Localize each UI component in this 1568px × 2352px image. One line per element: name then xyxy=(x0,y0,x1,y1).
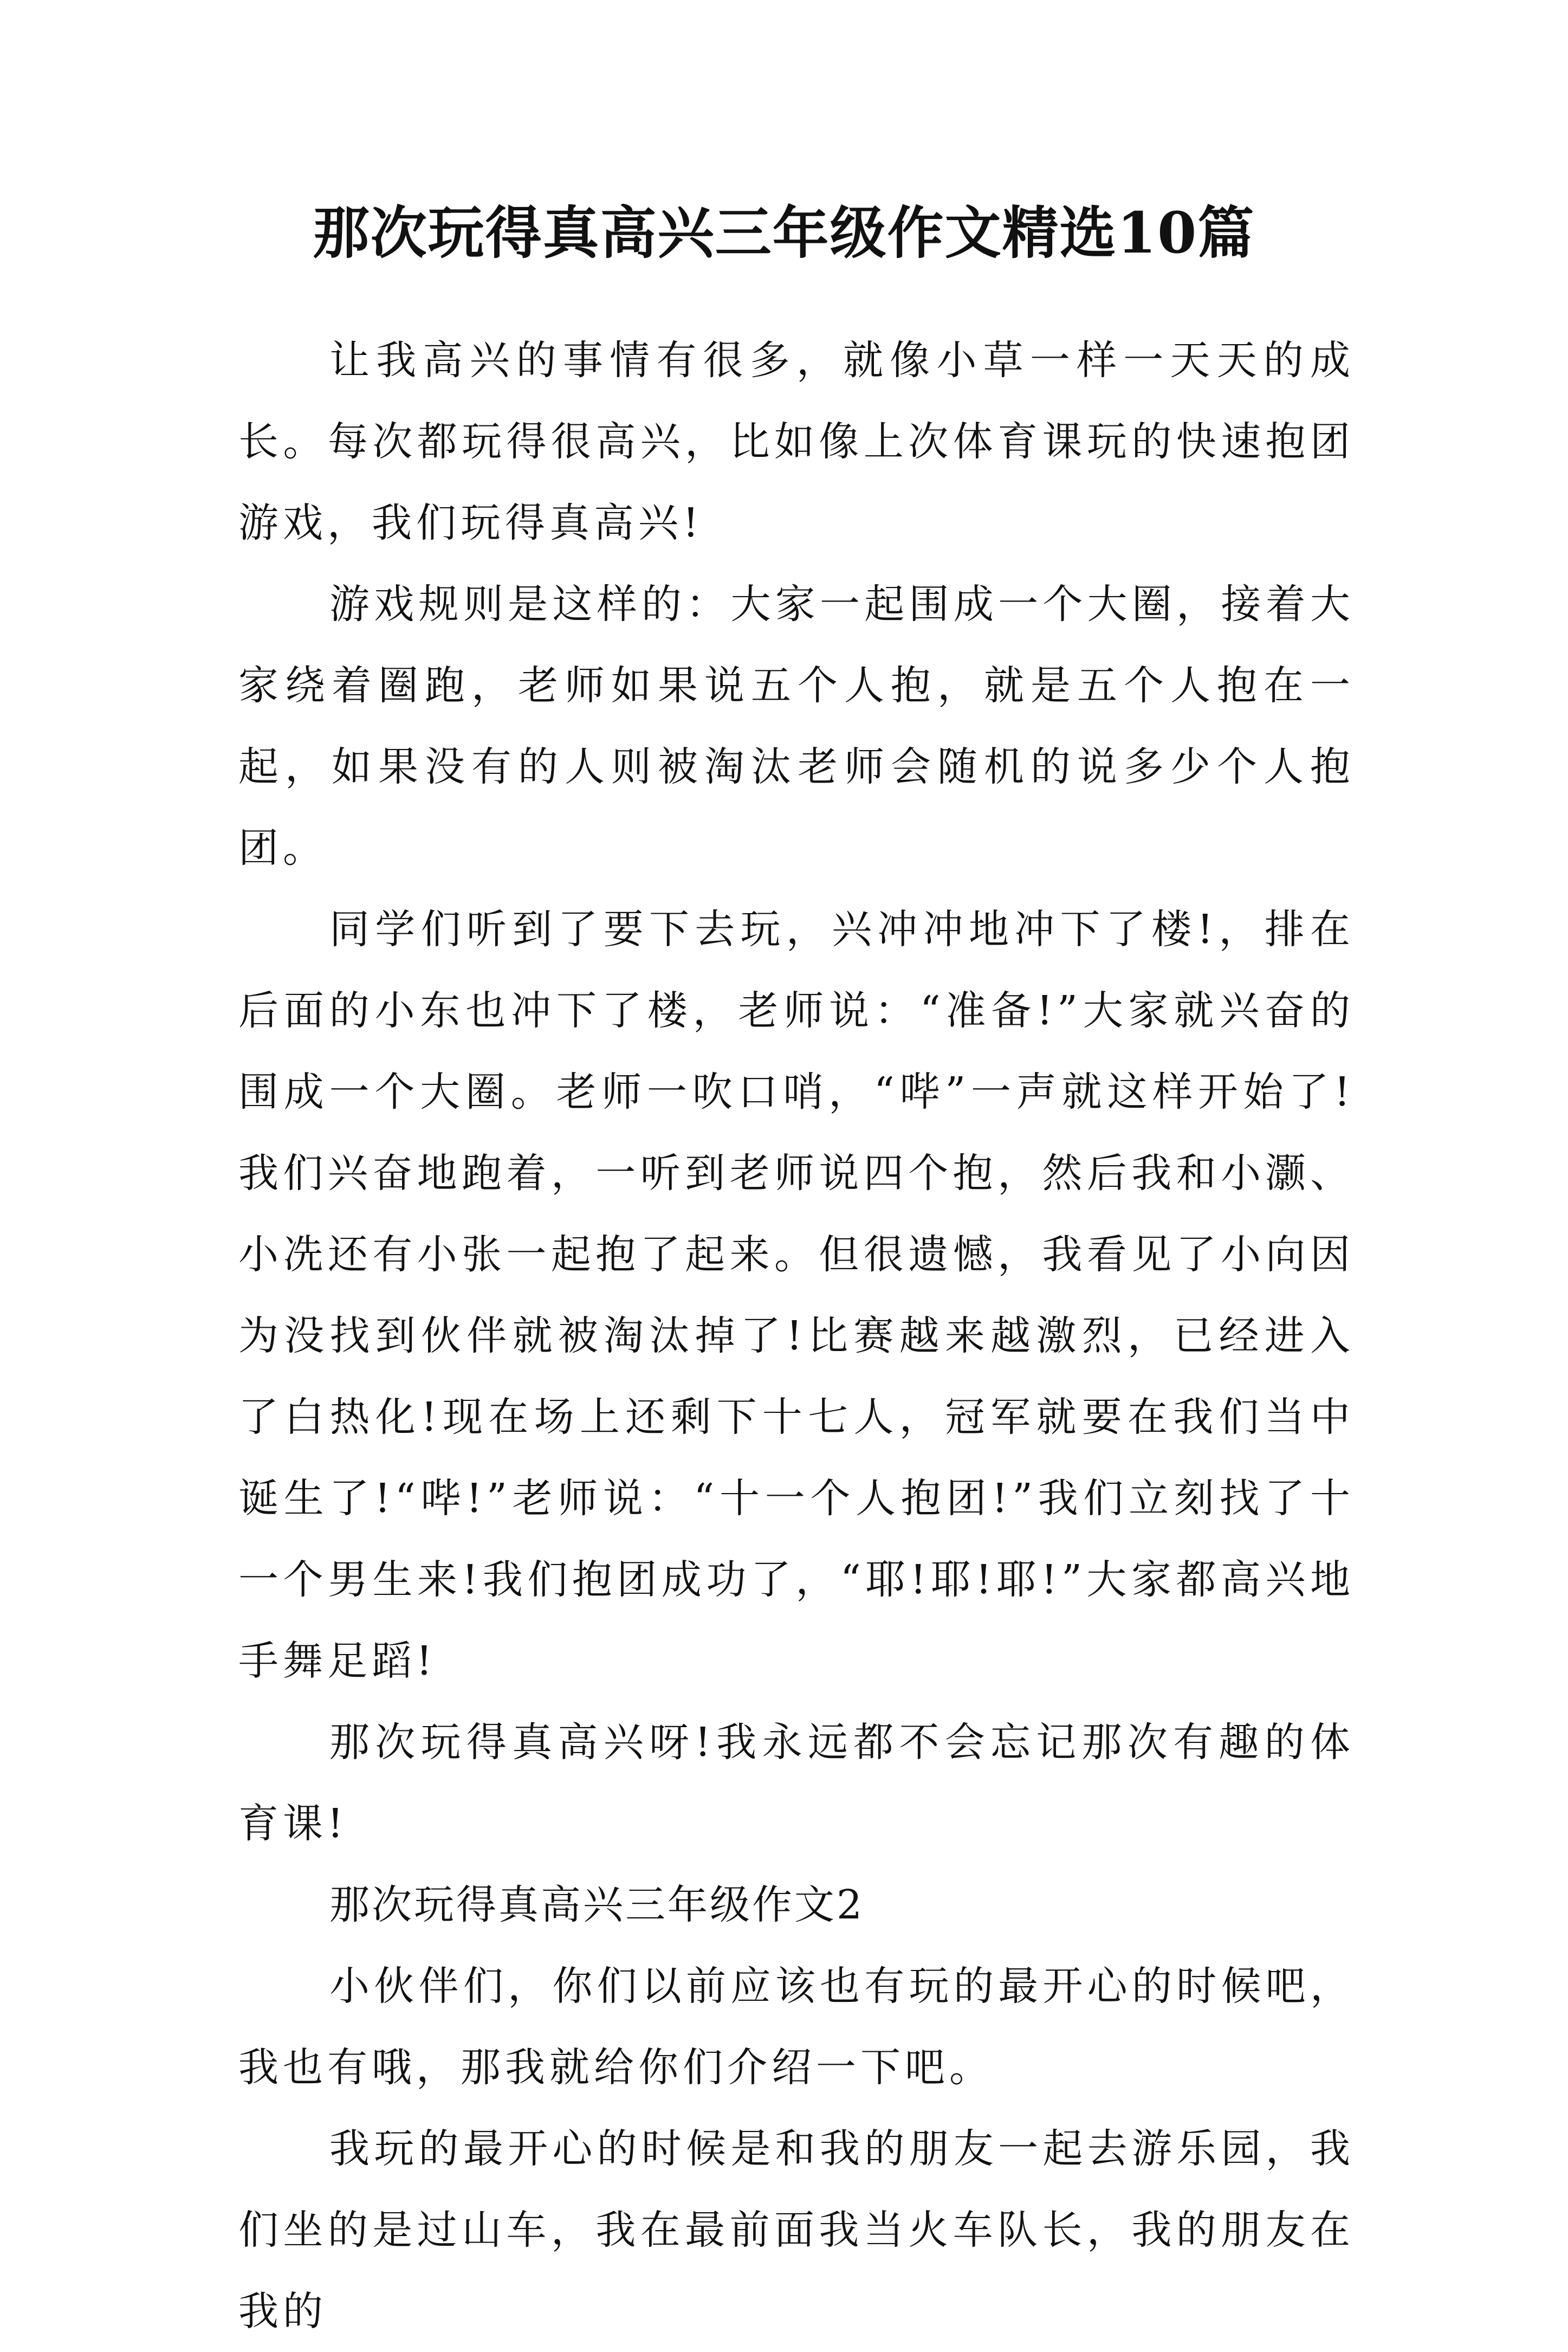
essay-2-heading: 那次玩得真高兴三年级作文2 xyxy=(329,1882,865,1928)
paragraph-essay-2-intro: 小伙伴们，你们以前应该也有玩的最开心的时候吧，我也有哦，那我就给你们介绍一下吧。 xyxy=(238,1963,1355,2091)
paragraph-game-story: 同学们听到了要下去玩，兴冲冲地冲下了楼!，排在后面的小东也冲下了楼，老师说：“准备!”大家就兴奋的围成一个大圈。老师一吹口哨，“哔”一声就这样开始了!我们兴奋地跑着，一听到老师说四个抱，然后我和小灏、小冼还有小张一起抱了起来。但很遗憾，我看见了小向因为没找到伙伴就被淘汰掉了!比赛越来越激烈，已经进入了白热化!现在场上还剩下十七人，冠军就要在我们当中诞生了!“哔!”老师说：“十一个人抱团!”我们立刻找了十一个男生来!我们抱团成功了，“耶!耶!耶!”大家都高兴地手舞足蹈! xyxy=(238,906,1355,1684)
paragraph-intro: 让我高兴的事情有很多，就像小草一样一天天的成长。每次都玩得很高兴，比如像上次体育课玩的快速抱团游戏，我们玩得真高兴! xyxy=(238,337,1355,546)
paragraph-conclusion: 那次玩得真高兴呀!我永远都不会忘记那次有趣的体育课! xyxy=(238,1719,1355,1847)
document-title: 那次玩得真高兴三年级作文精选10篇 xyxy=(313,199,1255,266)
document-body xyxy=(238,320,1355,2352)
paragraph-game-rules: 游戏规则是这样的：大家一起围成一个大圈，接着大家绕着圈跑，老师如果说五个人抱，就是五个人抱在一起，如果没有的人则被淘汰老师会随机的说多少个人抱团。 xyxy=(238,581,1355,871)
paragraph-essay-2-body: 我玩的最开心的时候是和我的朋友一起去游乐园，我们坐的是过山车，我在最前面我当火车队长，我的朋友在我的 xyxy=(238,2125,1355,2335)
